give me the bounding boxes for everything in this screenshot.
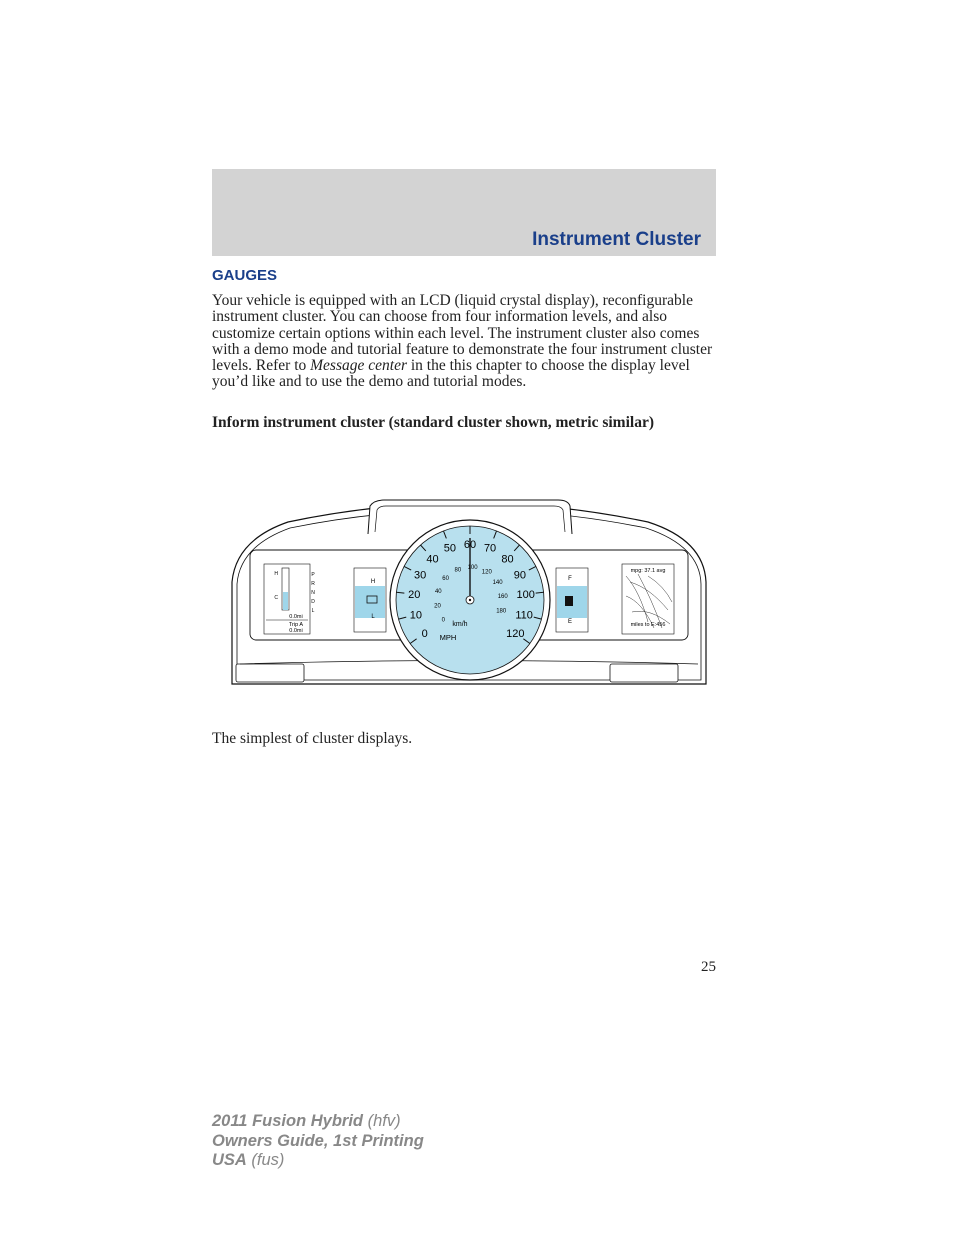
mph-tick-label: 40: [426, 553, 439, 566]
trip-readout: 0.0mi: [289, 628, 303, 634]
fuel-pump-icon: [565, 596, 573, 606]
mph-tick-label: 70: [483, 542, 497, 555]
kmh-tick-label: 0: [441, 617, 445, 624]
footer-market-code: (fus): [246, 1151, 285, 1169]
footer-line-2: Owners Guide, 1st Printing: [212, 1131, 424, 1150]
page-number: 25: [701, 959, 716, 975]
mpg-readout: mpg: 37.1 avg: [630, 568, 666, 574]
message-center-reference: Message center: [310, 357, 407, 375]
instrument-cluster-svg: [228, 492, 710, 688]
kmh-tick-label: 140: [492, 579, 503, 586]
temperature-fill: [355, 586, 385, 618]
miles-to-empty-readout: miles to E:456: [630, 622, 666, 628]
mph-tick-label: 50: [443, 542, 457, 555]
chapter-title: Instrument Cluster: [532, 229, 701, 250]
temperature-high-label: H: [370, 579, 376, 585]
prndl-l: L: [311, 608, 315, 614]
footer-model-code: (hfv): [362, 1112, 401, 1130]
kmh-tick-label: 100: [467, 565, 478, 572]
figure-description: The simplest of cluster displays.: [212, 730, 413, 747]
mph-tick-label: 30: [413, 569, 427, 582]
speedometer-hub-center: [469, 599, 471, 601]
instrument-cluster-illustration: [228, 492, 710, 688]
left-gauge-low-label: C: [274, 595, 278, 601]
prndl-n: N: [311, 590, 315, 596]
figure-caption: Inform instrument cluster (standard cluster shown, metric similar): [212, 414, 654, 431]
mph-tick-label: 80: [501, 553, 514, 566]
cluster-right-foot: [610, 664, 678, 682]
mph-tick-label: 10: [409, 609, 423, 622]
kmh-tick-label: 180: [496, 608, 507, 615]
mph-tick-label: 20: [408, 589, 421, 602]
footer-market: USA: [212, 1151, 247, 1169]
cluster-left-foot: [236, 664, 304, 682]
mph-tick-label: 100: [516, 589, 535, 602]
mph-unit-label: MPH: [439, 633, 457, 642]
intro-text-after: in the this chapter to choose the display level you’d like and to use the demo and tutorial modes.: [212, 357, 690, 391]
fuel-empty-label: E: [567, 619, 573, 625]
mph-tick-label: 90: [513, 569, 527, 582]
mph-tick-label: 120: [506, 627, 525, 640]
left-gauge-high-label: H: [274, 571, 278, 577]
prndl-d: D: [311, 599, 315, 605]
kmh-tick-label: 160: [497, 593, 508, 600]
kmh-unit-label: km/h: [452, 621, 468, 628]
mph-tick-label: 0: [421, 627, 428, 640]
intro-text-before: Your vehicle is equipped with an LCD (liquid crystal display), reconfigurable instrument cluster. You can choose from four information levels, and also customize certain options within each level. The instrument cluster also comes with a demo mode and tutorial feature to demonstrate the four instrument cluster levels. Refer to: [212, 292, 713, 375]
kmh-tick-label: 20: [434, 603, 441, 610]
intro-paragraph: [212, 293, 718, 391]
chapter-header-band: [212, 169, 716, 256]
prndl-r: R: [311, 581, 315, 587]
kmh-tick-label: 60: [442, 575, 449, 582]
mph-tick-label: 60: [463, 539, 477, 551]
odometer-readout: 0.0mi: [289, 614, 303, 620]
document-footer: [212, 1112, 424, 1171]
prndl-p: P: [311, 572, 315, 578]
trip-label: Trip A: [288, 622, 304, 628]
footer-line-3: [212, 1151, 424, 1171]
fuel-full-label: F: [568, 576, 572, 582]
kmh-tick-label: 40: [434, 588, 442, 595]
left-bar-gauge-fill: [283, 592, 288, 610]
footer-model: 2011 Fusion Hybrid: [212, 1112, 363, 1130]
kmh-tick-label: 120: [481, 569, 492, 576]
kmh-tick-label: 80: [454, 567, 462, 574]
section-heading: GAUGES: [212, 267, 278, 284]
footer-line-1: [212, 1112, 424, 1132]
temperature-low-label: L: [371, 614, 375, 620]
mph-tick-label: 110: [515, 609, 533, 622]
